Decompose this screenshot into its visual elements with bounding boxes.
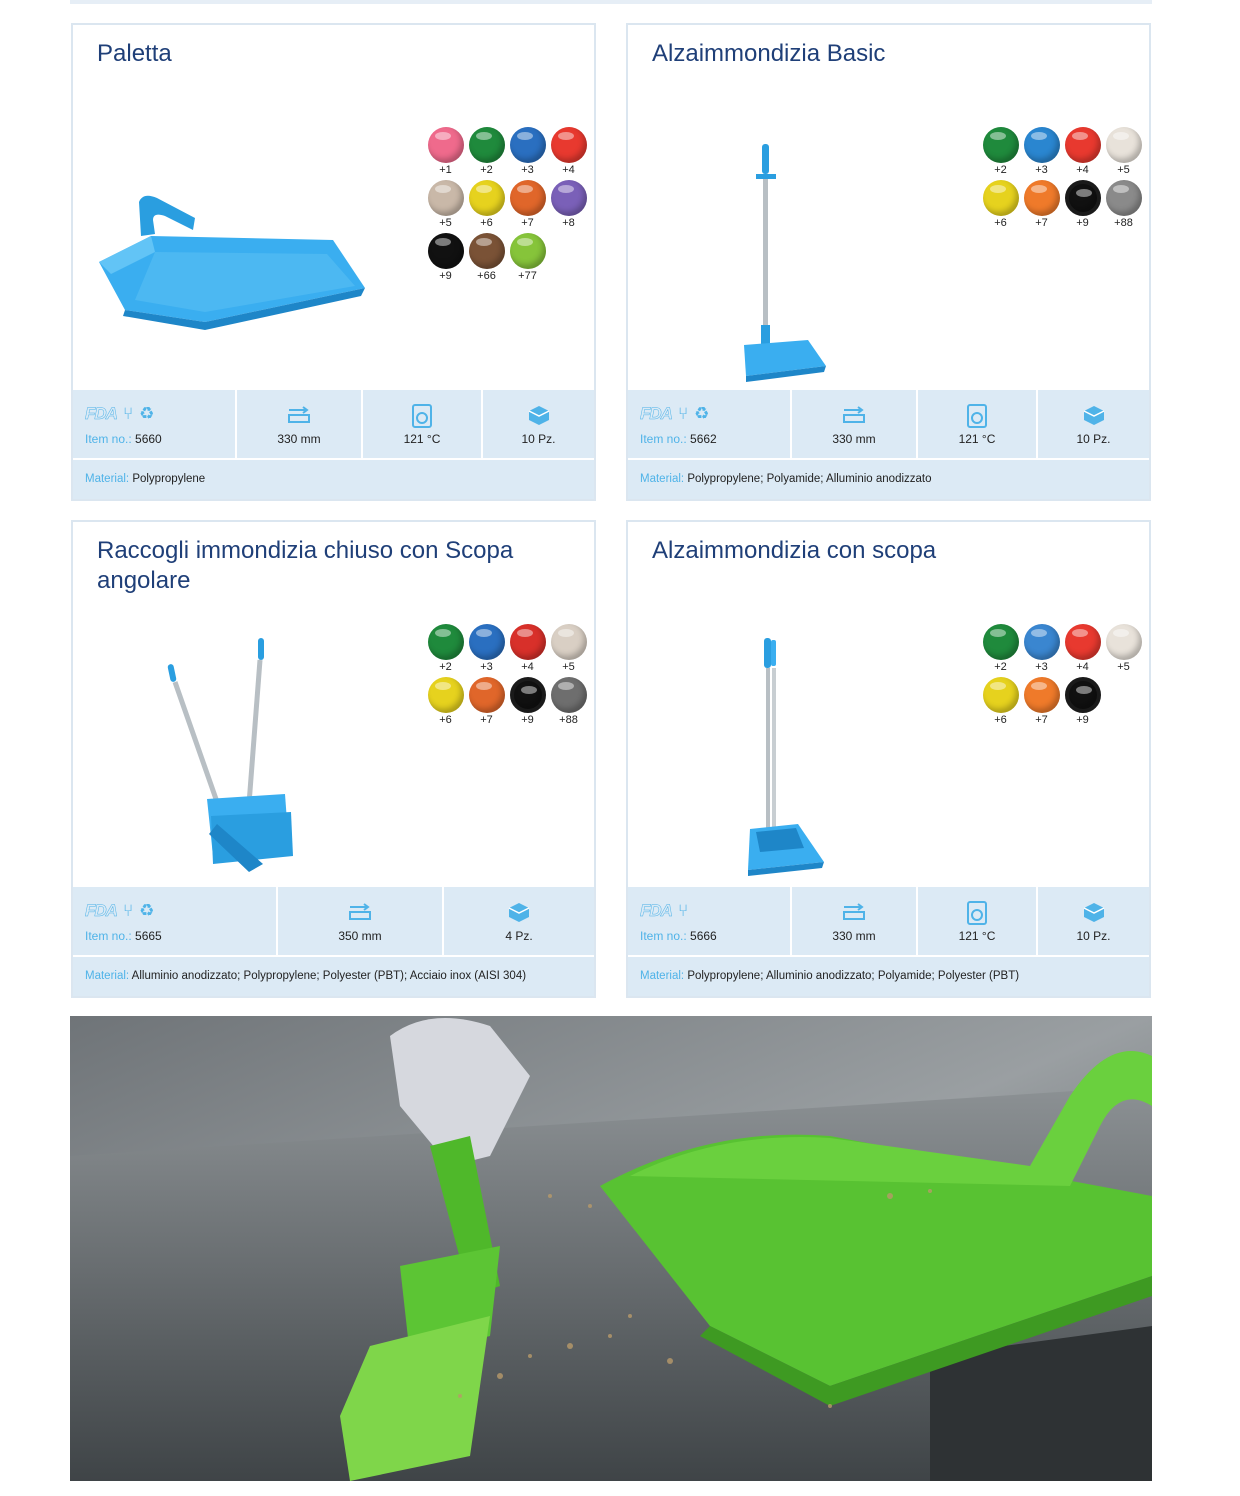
color-code-label: +9: [521, 714, 534, 726]
color-dot: [983, 180, 1019, 216]
color-swatch: [466, 677, 507, 726]
color-code-label: +5: [439, 217, 452, 229]
product-title: Alzaimmondizia Basic: [652, 40, 886, 67]
color-code-label: +8: [562, 217, 575, 229]
food-contact-icon: ⑂: [677, 404, 689, 423]
color-swatch: [425, 127, 466, 176]
color-swatch: [466, 127, 507, 176]
color-dot: [1106, 180, 1142, 216]
length-cell: [792, 887, 918, 955]
color-options: [425, 624, 589, 726]
qty-value: 10 Pz.: [1076, 432, 1111, 446]
product-card-raccogli-immondizia: [71, 520, 596, 998]
ruler-icon: [842, 901, 866, 921]
color-dot: [1065, 677, 1101, 713]
color-swatch: [1021, 677, 1062, 726]
color-swatch: [466, 233, 507, 282]
color-code-label: +2: [480, 164, 493, 176]
box-icon: [1082, 404, 1106, 426]
color-dot: [983, 127, 1019, 163]
color-swatch: [980, 127, 1021, 176]
color-swatch: [1062, 624, 1103, 673]
color-code-label: +3: [480, 661, 493, 673]
color-code-label: +7: [1035, 714, 1048, 726]
color-dot: [428, 677, 464, 713]
color-options: [980, 127, 1144, 229]
color-swatch: [1021, 180, 1062, 229]
product-card-alzaimmondizia-con-scopa: [626, 520, 1151, 998]
color-code-label: +88: [559, 714, 578, 726]
color-dot: [428, 180, 464, 216]
color-dot: [1065, 624, 1101, 660]
qty-value: 4 Pz.: [505, 929, 533, 943]
color-swatch: [507, 677, 548, 726]
color-dot: [1024, 624, 1060, 660]
dishwasher-icon: [967, 901, 987, 925]
color-dot: [428, 127, 464, 163]
cert-cell: [73, 390, 237, 458]
material-bar: Material: Polypropylene: [73, 460, 594, 499]
temp-value: 121 °C: [958, 929, 996, 943]
color-swatch: [548, 624, 589, 673]
food-contact-icon: ⑂: [677, 901, 689, 920]
product-title: Paletta: [97, 40, 172, 67]
ruler-icon: [287, 404, 311, 424]
color-code-label: +7: [521, 217, 534, 229]
color-swatch: [1062, 677, 1103, 726]
color-swatch: [1062, 127, 1103, 176]
spec-bar: [628, 390, 1149, 458]
color-dot: [510, 624, 546, 660]
color-code-label: +7: [480, 714, 493, 726]
dishwasher-icon: [412, 404, 432, 428]
dustpan-long-handle-image: [738, 140, 833, 385]
color-dot: [428, 624, 464, 660]
dustpan-image: [95, 190, 370, 330]
color-code-label: +5: [1117, 661, 1130, 673]
color-swatch: [1103, 180, 1144, 229]
color-swatch: [1021, 624, 1062, 673]
color-options: [980, 624, 1144, 726]
color-code-label: +3: [1035, 661, 1048, 673]
length-cell: [792, 390, 918, 458]
color-dot: [469, 233, 505, 269]
color-dot: [510, 180, 546, 216]
color-code-label: +1: [439, 164, 452, 176]
color-code-label: +5: [1117, 164, 1130, 176]
color-code-label: +88: [1114, 217, 1133, 229]
color-swatch: [1062, 180, 1103, 229]
color-code-label: +6: [480, 217, 493, 229]
color-swatch: [507, 180, 548, 229]
ruler-icon: [348, 901, 372, 921]
recycle-icon: ♻: [694, 404, 710, 423]
temp-cell: [918, 887, 1038, 955]
temp-value: 121 °C: [403, 432, 441, 446]
temp-cell: [363, 390, 483, 458]
qty-cell: [1038, 390, 1149, 458]
item-number: Item no.: 5662: [640, 432, 717, 446]
product-card-alzaimmondizia-basic: [626, 23, 1151, 501]
color-code-label: +6: [439, 714, 452, 726]
color-code-label: +2: [994, 164, 1007, 176]
color-dot: [469, 677, 505, 713]
dishwasher-icon: [967, 404, 987, 428]
fda-icon: FDA: [640, 404, 672, 423]
box-icon: [507, 901, 531, 923]
sweeping-scene-image: [70, 1016, 1152, 1481]
length-value: 330 mm: [832, 929, 876, 943]
spec-bar: [73, 887, 594, 955]
item-number: Item no.: 5660: [85, 432, 162, 446]
item-number: Item no.: 5666: [640, 929, 717, 943]
color-dot: [1106, 624, 1142, 660]
color-options: [425, 127, 589, 282]
color-code-label: +6: [994, 714, 1007, 726]
qty-cell: [444, 887, 594, 955]
fda-icon: FDA: [85, 404, 117, 423]
qty-cell: [483, 390, 594, 458]
color-swatch: [548, 180, 589, 229]
material-bar: Material: Alluminio anodizzato; Polypropylene; Polyester (PBT); Acciaio inox (AISI 304): [73, 957, 594, 996]
material-bar: Material: Polypropylene; Polyamide; Alluminio anodizzato: [628, 460, 1149, 499]
cert-cell: [628, 887, 792, 955]
color-code-label: +7: [1035, 217, 1048, 229]
temp-cell: [918, 390, 1038, 458]
qty-value: 10 Pz.: [1076, 929, 1111, 943]
color-swatch: [425, 180, 466, 229]
recycle-icon: ♻: [139, 901, 155, 920]
color-code-label: +4: [521, 661, 534, 673]
color-swatch: [466, 180, 507, 229]
spec-bar: [73, 390, 594, 458]
qty-cell: [1038, 887, 1149, 955]
color-swatch: [980, 677, 1021, 726]
color-dot: [469, 127, 505, 163]
usage-photo: [70, 1016, 1152, 1481]
length-cell: [237, 390, 363, 458]
color-dot: [551, 677, 587, 713]
color-dot: [1024, 127, 1060, 163]
color-dot: [510, 127, 546, 163]
food-contact-icon: ⑂: [122, 901, 134, 920]
temp-value: 121 °C: [958, 432, 996, 446]
color-dot: [551, 127, 587, 163]
qty-value: 10 Pz.: [521, 432, 556, 446]
length-value: 350 mm: [338, 929, 382, 943]
color-dot: [551, 624, 587, 660]
ruler-icon: [842, 404, 866, 424]
color-dot: [469, 624, 505, 660]
color-code-label: +3: [521, 164, 534, 176]
color-dot: [1024, 180, 1060, 216]
color-dot: [1065, 180, 1101, 216]
length-cell: [278, 887, 444, 955]
cert-cell: [628, 390, 792, 458]
box-icon: [1082, 901, 1106, 923]
spec-bar: [628, 887, 1149, 955]
color-swatch: [507, 127, 548, 176]
color-code-label: +66: [477, 270, 496, 282]
color-swatch: [425, 677, 466, 726]
color-swatch: [507, 624, 548, 673]
item-number: Item no.: 5665: [85, 929, 162, 943]
box-icon: [527, 404, 551, 426]
top-rule: [70, 0, 1152, 4]
color-code-label: +4: [1076, 164, 1089, 176]
color-dot: [469, 180, 505, 216]
color-swatch: [466, 624, 507, 673]
color-dot: [983, 677, 1019, 713]
dustpan-and-broom-image: [738, 634, 833, 879]
fda-icon: FDA: [640, 901, 672, 920]
color-code-label: +3: [1035, 164, 1048, 176]
color-dot: [983, 624, 1019, 660]
color-code-label: +9: [1076, 217, 1089, 229]
color-swatch: [1103, 127, 1144, 176]
length-value: 330 mm: [277, 432, 321, 446]
color-swatch: [425, 233, 466, 282]
color-dot: [510, 233, 546, 269]
color-dot: [1065, 127, 1101, 163]
color-code-label: +9: [439, 270, 452, 282]
color-code-label: +2: [994, 661, 1007, 673]
color-dot: [510, 677, 546, 713]
color-swatch: [1103, 624, 1144, 673]
color-code-label: +2: [439, 661, 452, 673]
color-code-label: +9: [1076, 714, 1089, 726]
cert-cell: [73, 887, 278, 955]
closed-dustpan-with-broom-image: [163, 634, 303, 879]
color-dot: [428, 233, 464, 269]
color-code-label: +4: [562, 164, 575, 176]
color-dot: [1106, 127, 1142, 163]
color-code-label: +77: [518, 270, 537, 282]
food-contact-icon: ⑂: [122, 404, 134, 423]
product-card-paletta: [71, 23, 596, 501]
color-swatch: [548, 677, 589, 726]
recycle-icon: ♻: [139, 404, 155, 423]
color-swatch: [1021, 127, 1062, 176]
color-swatch: [425, 624, 466, 673]
color-dot: [551, 180, 587, 216]
product-title: Alzaimmondizia con scopa: [652, 537, 937, 564]
color-swatch: [548, 127, 589, 176]
material-bar: Material: Polypropylene; Alluminio anodizzato; Polyamide; Polyester (PBT): [628, 957, 1149, 996]
color-swatch: [980, 180, 1021, 229]
color-code-label: +4: [1076, 661, 1089, 673]
color-swatch: [980, 624, 1021, 673]
color-code-label: +5: [562, 661, 575, 673]
length-value: 330 mm: [832, 432, 876, 446]
color-code-label: +6: [994, 217, 1007, 229]
fda-icon: FDA: [85, 901, 117, 920]
color-dot: [1024, 677, 1060, 713]
product-title: Raccogli immondizia chiuso con Scopa angolare: [97, 537, 514, 594]
color-swatch: [507, 233, 548, 282]
